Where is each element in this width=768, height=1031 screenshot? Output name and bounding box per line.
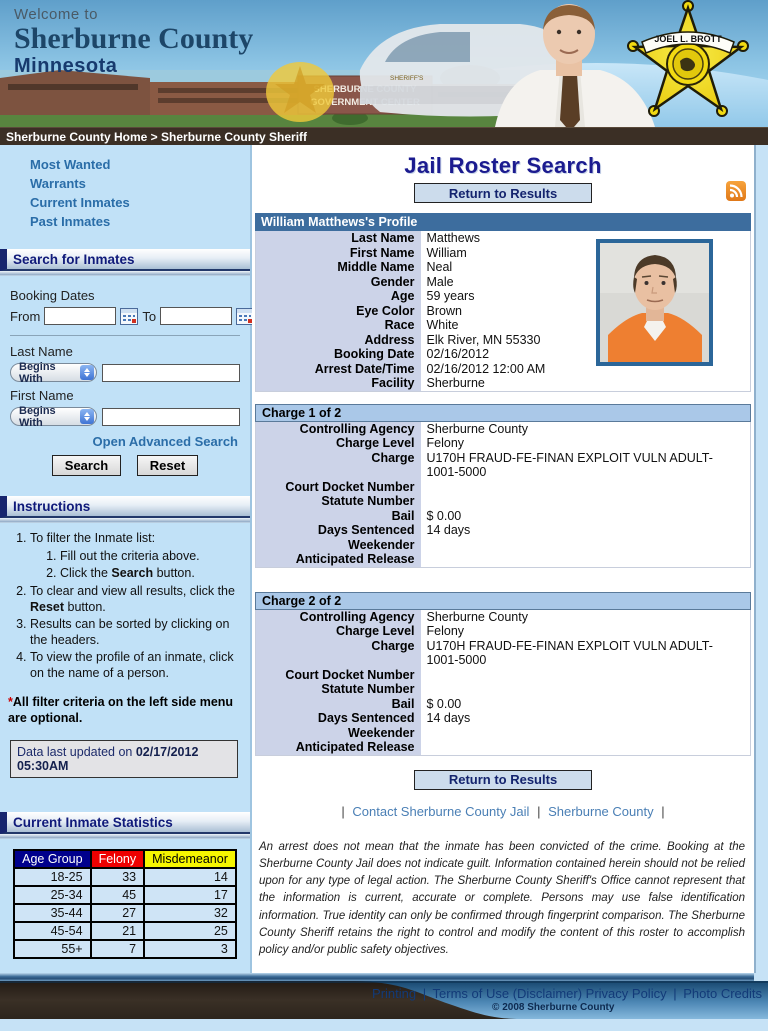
search-buttons-row — [10, 455, 240, 476]
footer-links-block — [372, 986, 762, 1013]
stepper-arrows-icon — [80, 365, 94, 380]
footer-links-row — [372, 986, 762, 1001]
link-separator: | — [341, 803, 345, 819]
stats-header-misdemeanor: Misdemeanor — [144, 850, 236, 868]
charge-panel-1 — [255, 404, 751, 568]
charge-row — [256, 682, 751, 697]
profile-value: Sherburne — [421, 376, 751, 391]
instruction-item: 3. Results can be sorted by clicking on the headers. — [30, 617, 242, 648]
charge-value — [421, 494, 751, 509]
charge-value: Felony — [421, 624, 751, 639]
charge-label: Court Docket Number — [256, 668, 421, 683]
charge-value — [421, 552, 751, 567]
sidebar-nav — [0, 149, 250, 245]
copyright-text: © 2008 Sherburne County — [492, 1002, 615, 1014]
instruction-text: button. — [64, 599, 106, 614]
charge-value — [421, 726, 751, 741]
inmate-statistics-table — [13, 849, 237, 959]
charge-row — [256, 422, 751, 437]
header-banner — [0, 0, 768, 127]
return-to-results-button-bottom[interactable]: Return to Results — [414, 770, 592, 790]
nav-item — [30, 155, 250, 174]
match-option-label: Begins With — [19, 404, 56, 429]
rss-glyph — [726, 181, 746, 201]
charge-row — [256, 538, 751, 553]
instruction-bold: Search — [111, 566, 154, 581]
stats-header-age-group: Age Group — [14, 850, 90, 868]
link-separator: | — [422, 986, 427, 1002]
charge-row — [256, 624, 751, 639]
charge-label: Statute Number — [256, 494, 421, 509]
stats-cell: 35-44 — [14, 904, 90, 922]
charge-label: Weekender — [256, 538, 421, 553]
statistics-section-header: Current Inmate Statistics — [0, 812, 250, 834]
booking-dates-row — [10, 307, 240, 325]
charge-row — [256, 480, 751, 495]
last-name-input[interactable] — [102, 364, 240, 382]
charge-label: Weekender — [256, 726, 421, 741]
profile-value: Male — [421, 275, 751, 290]
charge-row — [256, 451, 751, 480]
search-section-header: Search for Inmates — [0, 249, 250, 271]
profile-value: Brown — [421, 304, 751, 319]
last-name-row — [10, 360, 240, 385]
instruction-bold: Reset — [30, 599, 65, 614]
note-text: All filter criteria on the left side menu are optional. — [8, 694, 234, 725]
search-button[interactable]: Search — [52, 455, 121, 476]
to-label: To — [142, 308, 157, 324]
photo-credits-link[interactable]: Photo Credits — [683, 986, 762, 1002]
instruction-subitem: 1. Fill out the criteria above. — [60, 549, 242, 565]
divider — [10, 335, 240, 336]
nav-item — [30, 174, 250, 193]
profile-label: Middle Name — [256, 260, 421, 275]
charge-row — [256, 697, 751, 712]
booking-dates-label: Booking Dates — [10, 288, 95, 303]
page-title: Jail Roster Search — [404, 153, 602, 178]
stats-cell: 14 — [144, 868, 236, 886]
profile-label: Eye Color — [256, 304, 421, 319]
building-sign-line1: SHERBURNE — [313, 84, 374, 95]
instruction-item — [30, 531, 242, 582]
welcome-text: Welcome to — [14, 6, 98, 23]
stats-cell: 21 — [91, 922, 145, 940]
charge-value: U170H FRAUD-FE-FINAN EXPLOIT VULN ADULT-1001-5000 — [421, 451, 751, 480]
sidebar-item-past-inmates[interactable]: Past Inmates — [30, 214, 111, 229]
profile-value: 02/16/2012 12:00 AM — [421, 362, 751, 377]
charge-row — [256, 711, 751, 726]
match-option-label: Begins With — [19, 360, 56, 385]
charge-row — [256, 740, 751, 755]
inmate-statistics-section — [0, 808, 250, 965]
first-name-input[interactable] — [102, 408, 240, 426]
stats-row — [14, 904, 236, 922]
charge-label: Charge — [256, 639, 421, 668]
instructions-sublist — [30, 549, 242, 582]
instructions-section-header: Instructions — [0, 496, 250, 518]
charge-value: Felony — [421, 436, 751, 451]
profile-label: First Name — [256, 246, 421, 261]
search-form — [0, 276, 250, 492]
charge-value: 14 days — [421, 523, 751, 538]
charge-label: Statute Number — [256, 682, 421, 697]
charge-label: Court Docket Number — [256, 480, 421, 495]
charge-value — [421, 740, 751, 755]
profile-label: Gender — [256, 275, 421, 290]
profile-value: Matthews — [421, 231, 751, 246]
stats-cell: 7 — [91, 940, 145, 958]
updated-timestamp: 02/17/2012 05:30AM — [17, 745, 199, 774]
stats-cell: 45 — [91, 886, 145, 904]
from-label: From — [10, 308, 41, 324]
sherburne-county-link[interactable]: Sherburne County — [548, 803, 654, 819]
booking-from-input[interactable] — [44, 307, 116, 325]
contact-jail-link[interactable]: Contact Sherburne County Jail — [352, 803, 530, 819]
stats-cell: 17 — [144, 886, 236, 904]
nav-item — [30, 193, 250, 212]
section-header-strip — [0, 834, 250, 839]
charge-label: Bail — [256, 509, 421, 524]
stats-header-felony: Felony — [91, 850, 145, 868]
stats-row — [14, 886, 236, 904]
required-asterisk: * — [8, 694, 13, 709]
charge-row — [256, 610, 751, 625]
profile-label: Last Name — [256, 231, 421, 246]
page-bottom-margin — [0, 1019, 768, 1031]
charge-value — [421, 682, 751, 697]
profile-label: Facility — [256, 376, 421, 391]
instruction-item — [30, 584, 242, 615]
sidebar-item-current-inmates[interactable]: Current Inmates — [30, 195, 130, 210]
booking-to-input[interactable] — [160, 307, 232, 325]
instruction-text: button. — [153, 566, 195, 581]
sidebar-item-most-wanted[interactable]: Most Wanted — [30, 157, 111, 172]
link-separator: | — [673, 986, 677, 1002]
first-name-match-select[interactable] — [10, 404, 97, 429]
instructions-list — [6, 531, 242, 682]
stats-row — [14, 922, 236, 940]
link-separator: | — [661, 803, 665, 819]
charge-value — [421, 480, 751, 495]
first-name-row — [10, 404, 240, 429]
printing-link[interactable]: Printing — [372, 986, 417, 1002]
charge-row — [256, 436, 751, 451]
charge-label: Anticipated Release — [256, 552, 421, 567]
charge-row — [256, 509, 751, 524]
link-separator: | — [537, 803, 541, 819]
building-sign-line2: GOVERNMENT — [310, 97, 379, 108]
profile-label: Race — [256, 318, 421, 333]
charge-value: U170H FRAUD-FE-FINAN EXPLOIT VULN ADULT-1001-5000 — [421, 639, 751, 668]
charge-row — [256, 552, 751, 567]
state-title: Minnesota — [14, 54, 118, 77]
charge-value: Sherburne County — [421, 422, 751, 437]
profile-row — [256, 376, 751, 391]
charge-2-header: Charge 2 of 2 — [255, 592, 751, 610]
profile-value: 59 years — [421, 289, 751, 304]
return-to-results-button-top[interactable]: Return to Results — [414, 183, 592, 203]
reset-button[interactable]: Reset — [137, 455, 198, 476]
charge-row — [256, 668, 751, 683]
profile-value: Neal — [421, 260, 751, 275]
charge-value: Sherburne County — [421, 610, 751, 625]
last-name-label: Last Name — [10, 344, 73, 359]
instruction-text: Click the — [60, 566, 112, 581]
charge-row — [256, 523, 751, 538]
charge-panel-2 — [255, 592, 751, 756]
sidebar — [0, 145, 252, 973]
charge-label: Charge — [256, 451, 421, 480]
charge-1-table — [255, 422, 751, 568]
instruction-subitem — [60, 566, 242, 582]
nav-item — [30, 212, 250, 231]
profile-label: Age — [256, 289, 421, 304]
charge-label: Charge Level — [256, 436, 421, 451]
charge-label: Anticipated Release — [256, 740, 421, 755]
main-content — [252, 145, 754, 973]
content-wrapper — [0, 145, 756, 973]
charge-value: $ 0.00 — [421, 697, 751, 712]
profile-label: Address — [256, 333, 421, 348]
profile-label: Booking Date — [256, 347, 421, 362]
from-calendar-button[interactable] — [120, 308, 138, 325]
profile-label: Arrest Date/Time — [256, 362, 421, 377]
charge-1-header: Charge 1 of 2 — [255, 404, 751, 422]
inmate-profile-panel — [255, 213, 751, 392]
mugshot-artwork — [600, 243, 709, 362]
profile-panel-header: William Matthews's Profile — [255, 213, 751, 231]
inmate-mugshot-photo — [596, 239, 713, 366]
charge-row — [256, 726, 751, 741]
first-name-label: First Name — [10, 388, 74, 403]
advanced-search-row — [10, 434, 238, 449]
profile-value: White — [421, 318, 751, 333]
charge-label: Controlling Agency — [256, 610, 421, 625]
stats-cell: 32 — [144, 904, 236, 922]
footer — [0, 981, 768, 1019]
svg-text:SHERIFF'S: SHERIFF'S — [390, 75, 424, 82]
stats-cell: 45-54 — [14, 922, 90, 940]
profile-value: 02/16/2012 — [421, 347, 751, 362]
charge-2-table — [255, 610, 751, 756]
stats-row — [14, 868, 236, 886]
terms-of-use-link[interactable]: Terms of Use (Disclaimer) — [432, 986, 583, 1002]
profile-value: Elk River, MN 55330 — [421, 333, 751, 348]
county-title: Sherburne County — [14, 22, 254, 55]
badge-name-text: JOEL L. BROTT — [654, 34, 722, 44]
stepper-arrows-icon — [80, 409, 94, 424]
charge-label: Bail — [256, 697, 421, 712]
updated-label: Data last updated on — [17, 745, 136, 760]
charge-value: $ 0.00 — [421, 509, 751, 524]
charge-value — [421, 668, 751, 683]
calendar-icon — [120, 308, 138, 325]
instruction-text: To clear and view all results, click the — [30, 583, 235, 598]
privacy-policy-link[interactable]: Privacy Policy — [585, 986, 667, 1002]
breadcrumb[interactable]: Sherburne County Home > Sherburne County Sheriff — [0, 127, 768, 145]
stats-cell: 3 — [144, 940, 236, 958]
rss-feed-icon[interactable] — [726, 181, 746, 201]
instruction-item: 4. To view the profile of an inmate, click on the name of a person. — [30, 650, 242, 681]
charge-label: Days Sentenced — [256, 523, 421, 538]
stats-cell: 27 — [91, 904, 145, 922]
sidebar-item-warrants[interactable]: Warrants — [30, 176, 86, 191]
profile-value: William — [421, 246, 751, 261]
instruction-text: To filter the Inmate list: — [30, 531, 156, 545]
data-updated-box — [10, 740, 238, 778]
filter-note — [8, 694, 238, 727]
stats-cell: 55+ — [14, 940, 90, 958]
stats-cell: 18-25 — [14, 868, 90, 886]
stats-cell: 25-34 — [14, 886, 90, 904]
charge-row — [256, 494, 751, 509]
charge-value: 14 days — [421, 711, 751, 726]
legal-disclaimer: An arrest does not mean that the inmate has been convicted of the crime. Booking at the Sherburne County Jail does not indicate guilt. Information contained herein should not be relied upon for any type of legal action. The Sherburne County Sheriff's Office cannot represent that the information is current, accurate or complete. Persons may use false identification information. True identity can only be confirmed through fingerprint comparison. The Sherburne County Sheriff retains the right to control and modify the content of this roster to accomplish policy and/or public safety objectives. — [259, 840, 745, 956]
stats-header-row — [14, 850, 236, 868]
charge-row — [256, 639, 751, 668]
stats-cell: 25 — [144, 922, 236, 940]
last-name-match-select[interactable] — [10, 360, 97, 385]
instructions — [0, 523, 250, 786]
charge-value — [421, 538, 751, 553]
open-advanced-search-link[interactable]: Open Advanced Search — [92, 434, 238, 449]
contact-links-row — [255, 804, 751, 819]
charge-label: Charge Level — [256, 624, 421, 639]
stats-row — [14, 940, 236, 958]
charge-label: Days Sentenced — [256, 711, 421, 726]
content-bottom-bar — [0, 973, 754, 981]
stats-cell: 33 — [91, 868, 145, 886]
banner-title-block — [14, 6, 253, 78]
charge-label: Controlling Agency — [256, 422, 421, 437]
